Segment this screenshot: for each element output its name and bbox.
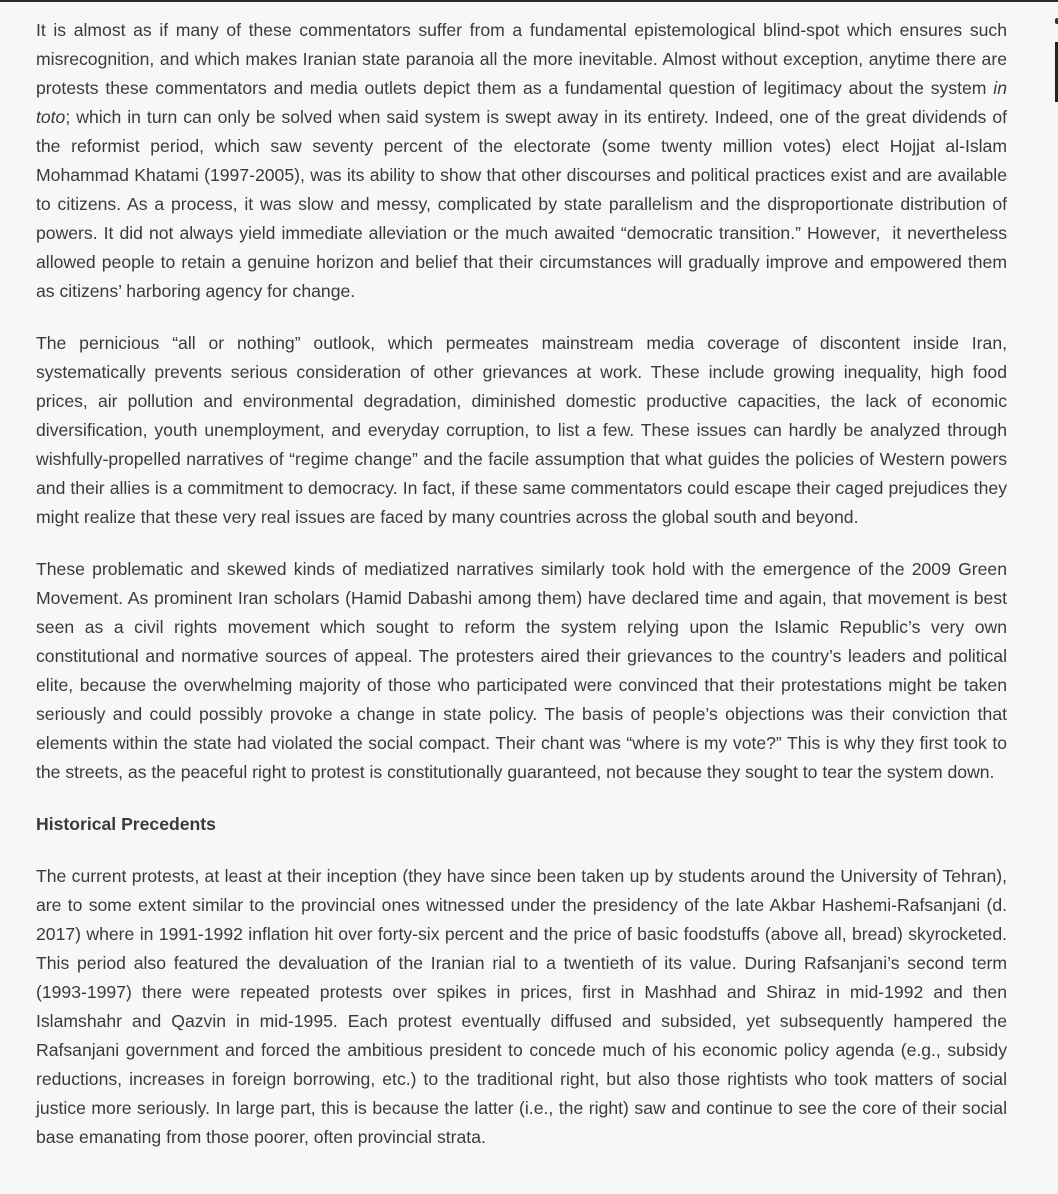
top-border [0, 0, 1058, 2]
section-heading: Historical Precedents [36, 814, 216, 834]
article-paragraph-1 [36, 16, 1007, 306]
article-paragraph-3: These problematic and skewed kinds of mediatized narratives similarly took hold with the emergence of the 2009 Green Movement. As prominent Iran scholars (Hamid Dabashi among them) have declared time and again, that movement is best seen as a civil rights movement which sought to reform the system relying upon the Islamic Republic’s very own constitutional and normative sources of appeal. The protesters aired their grievances to the country’s leaders and political elite, because the overwhelming majority of those who participated were convinced that their protestations might be taken seriously and could possibly provoke a change in state policy. The basis of people’s objections was their conviction that elements within the state had violated the social compact. Their chant was “where is my vote?” This is why they first took to the streets, as the peaceful right to protest is constitutionally guaranteed, not because they sought to tear the system down. [36, 559, 1007, 782]
article-body [36, 16, 1007, 1175]
article-paragraph-4: The current protests, at least at their inception (they have since been taken up by students around the University of Tehran), are to some extent similar to the provincial ones witnessed under the presidency of the late Akbar Hashemi-Rafsanjani (d. 2017) where in 1991-1992 inflation hit over forty-six percent and the price of basic foodstuffs (above all, bread) skyrocketed. This period also featured the devaluation of the Iranian rial to a twentieth of its value. During Rafsanjani’s second term (1993-1997) there were repeated protests over spikes in prices, first in Mashhad and Shiraz in mid-1992 and then Islamshahr and Qazvin in mid-1995. Each protest eventually diffused and subsided, yet subsequently hampered the Rafsanjani government and forced the ambitious president to concede much of his economic policy agenda (e.g., subsidy reductions, increases in foreign borrowing, etc.) to the traditional right, but also those rightists who took matters of social justice more seriously. In large part, this is because the latter (i.e., the right) saw and continue to see the core of their social base emanating from those poorer, often provincial strata. [36, 866, 1007, 1147]
paragraph-1-text-start: It is almost as if many of these commentators suffer from a fundamental epistemological blind-spot which ensures such misrecognition, and which makes Iranian state paranoia all the more inevitable. Almost without exception, anytime there are protests these commentators and media outlets depict them as a fundamental question of legitimacy about the system [36, 20, 1007, 98]
paragraph-1-text-end: ; which in turn can only be solved when said system is swept away in its entirety. Indeed, one of the great dividends of the reformist period, which saw seventy percent of the electorate (some twenty million votes) elect Hojjat al-Islam Mohammad Khatami (1997-2005), was its ability to show that other discourses and political practices exist and are available to citizens. As a process, it was slow and messy, complicated by state parallelism and the disproportionate distribution of powers. It did not always yield immediate alleviation or the much awaited “democratic transition.” However, it nevertheless allowed people to retain a genuine horizon and belief that their circumstances will gradually improve and empowered them as citizens’ harboring agency for change. [36, 107, 1007, 301]
article-paragraph-2: The pernicious “all or nothing” outlook, which permeates mainstream media coverage of discontent inside Iran, systematically prevents serious consideration of other grievances at work. These include growing inequality, high food prices, air pollution and environmental degradation, diminished domestic productive capacities, the lack of economic diversification, youth unemployment, and everyday corruption, to list a few. These issues can hardly be analyzed through wishfully-propelled narratives of “regime change” and the facile assumption that what guides the policies of Western powers and their allies is a commitment to democracy. In fact, if these same commentators could escape their caged prejudices they might realize that these very real issues are faced by many countries across the global south and beyond. [36, 333, 1007, 527]
adjacent-panel-edge [1052, 14, 1058, 104]
in-toto-emphasis: in toto [36, 78, 1007, 127]
